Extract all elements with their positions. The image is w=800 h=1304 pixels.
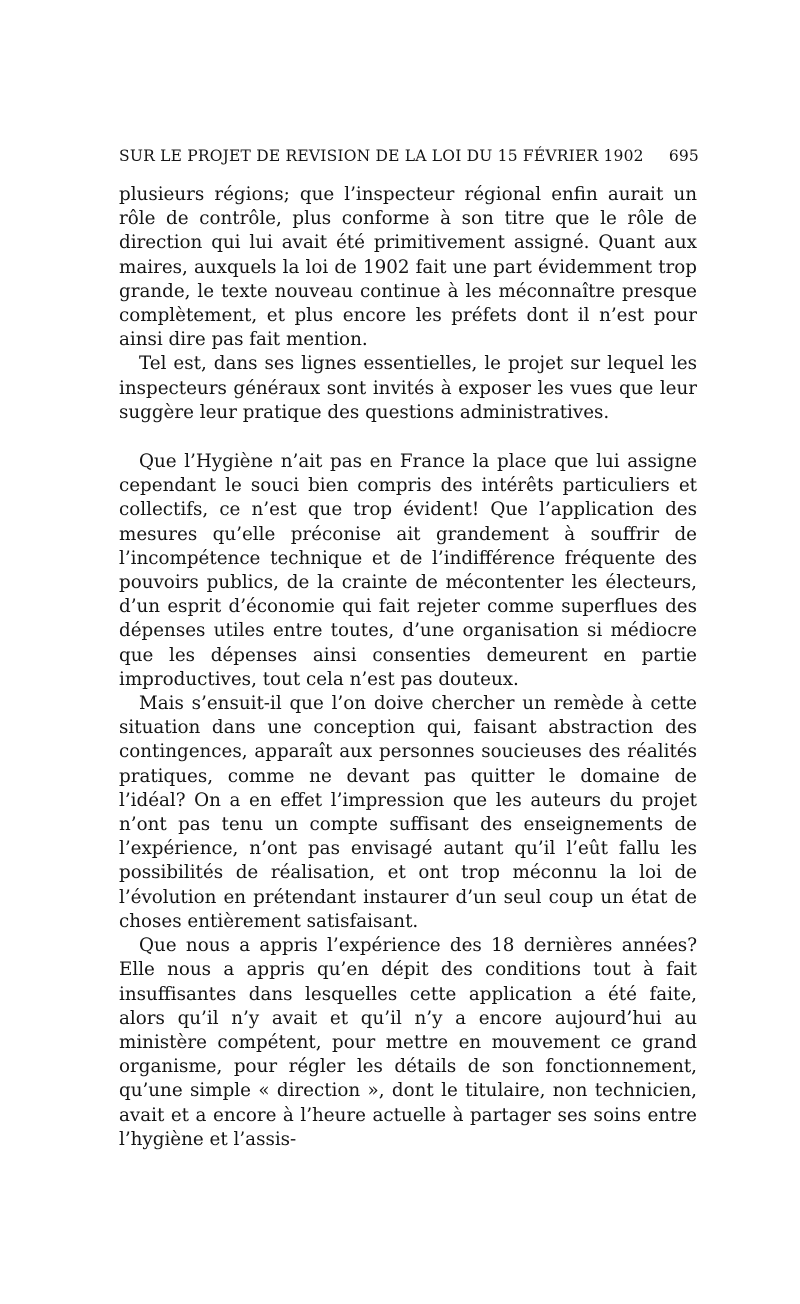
paragraph: Que nous a appris l’expérience des 18 dernières années? Elle nous a appris qu’en dépit des conditions tout à fait insuffisantes dans lesquelles cette application a été faite, alors qu’il n’y avait et qu’il n’y a encore aujourd’hui au ministère compétent, pour mettre en mouvement ce grand organisme, pour régler les détails de son fonctionnement, qu’une simple « direction », dont le titulaire, non technicien, avait et a encore à l’heure actuelle à partager ses soins entre l’hygiène et l’assis-	[119, 935, 697, 1150]
paragraph-continuation: plusieurs régions; que l’inspecteur régional enfin aurait un rôle de contrôle, plus conforme à son titre que le rôle de direction qui lui avait été primitivement assigné. Quant aux maires, auxquels la loi de 1902 fait une part évidemment trop grande, le texte nouveau continue à les méconnaître presque complètement, et plus encore les préfets dont il n’est pour ainsi dire pas fait mention.	[119, 184, 697, 351]
page-number: 695	[668, 147, 699, 165]
running-header-title: SUR LE PROJET DE REVISION DE LA LOI DU 15 FÉVRIER 1902	[119, 147, 644, 165]
running-header	[119, 146, 699, 166]
paragraph: Que l’Hygiène n’ait pas en France la place que lui assigne cependant le souci bien compris des intérêts particuliers et collectifs, ce n’est que trop évident! Que l’application des mesures qu’elle préconise ait grandement à souffrir de l’incompétence technique et de l’indifférence fréquente des pouvoirs publics, de la crainte de mécontenter les électeurs, d’un esprit d’économie qui fait rejeter comme superflues des dépenses utiles entre toutes, d’une organisation si médiocre que les dépenses ainsi consenties demeurent en partie improductives, tout cela n’est pas douteux.	[119, 451, 697, 690]
paragraph: Tel est, dans ses lignes essentielles, le projet sur lequel les inspecteurs généraux sont invités à exposer les vues que leur suggère leur pratique des questions administratives.	[119, 353, 697, 423]
body-text	[119, 183, 697, 1152]
section-break	[119, 425, 697, 450]
paragraph: Mais s’ensuit-il que l’on doive chercher un remède à cette situation dans une conception qui, faisant abstraction des contingences, apparaît aux personnes soucieuses des réalités pratiques, comme ne devant pas quitter le domaine de l’idéal? On a en effet l’impression que les auteurs du projet n’ont pas tenu un compte suffisant des enseignements de l’expérience, n’ont pas envisagé autant qu’il l’eût fallu les possibilités de réalisation, et ont trop méconnu la loi de l’évolution en prétendant instaurer d’un seul coup un état de choses entièrement satisfaisant.	[119, 693, 697, 932]
